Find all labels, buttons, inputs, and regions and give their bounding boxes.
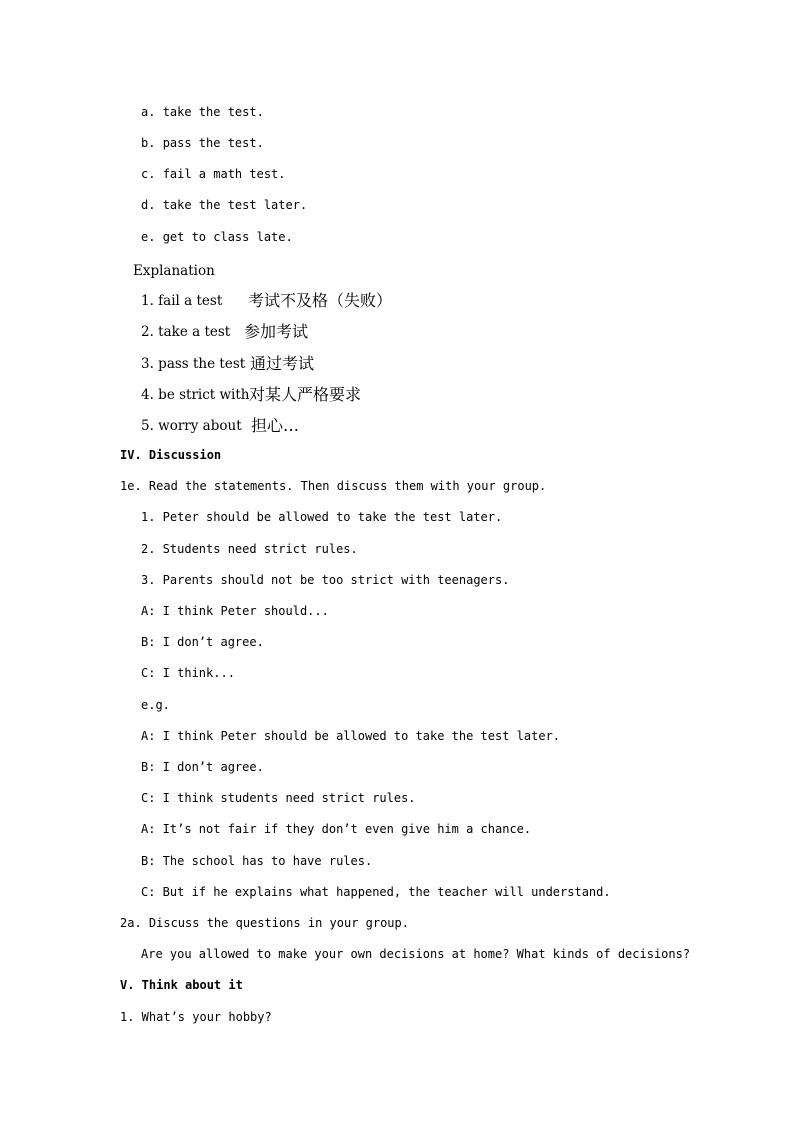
explanation-item	[141, 416, 300, 435]
dialogue-line: B: I don’t agree.	[141, 635, 264, 649]
dialogue-line: C: I think...	[141, 666, 235, 680]
think-question: 1. What’s your hobby?	[120, 1010, 272, 1024]
option-a	[141, 104, 264, 120]
option-e	[141, 229, 293, 245]
phrase-zh: 参加考试	[244, 322, 309, 341]
phrase-zh: 考试不及格（失败）	[248, 291, 393, 310]
example-line: A: It’s not fair if they don’t even give him a chance.	[141, 822, 532, 836]
example-line: B: I don’t agree.	[141, 760, 264, 774]
phrase-en: 3. pass the test	[141, 356, 246, 372]
option-letter: a.	[141, 105, 156, 119]
task-2a: 2a. Discuss the questions in your group.	[120, 916, 409, 930]
statement: 2. Students need strict rules.	[141, 542, 358, 556]
dialogue-line: A: I think Peter should...	[141, 604, 329, 618]
option-c	[141, 166, 286, 182]
statement: 1. Peter should be allowed to take the test later.	[141, 510, 503, 524]
option-d	[141, 197, 307, 213]
explanation-heading: Explanation	[133, 263, 215, 279]
section-heading-discussion: IV. Discussion	[120, 448, 222, 462]
option-text: fail a math test.	[162, 167, 286, 181]
phrase-en: 5. worry about	[141, 418, 242, 434]
explanation-item	[141, 354, 315, 373]
section-heading-think: V. Think about it	[120, 978, 243, 992]
example-line: C: I think students need strict rules.	[141, 791, 416, 805]
task-1e: 1e. Read the statements. Then discuss them with your group.	[120, 479, 547, 493]
explanation-item	[141, 291, 393, 310]
phrase-zh: 担心…	[251, 416, 300, 435]
example-line: C: But if he explains what happened, the teacher will understand.	[141, 885, 611, 899]
phrase-en: 4. be strict with	[141, 387, 250, 403]
option-letter: b.	[141, 136, 156, 150]
example-label: e.g.	[141, 698, 170, 712]
explanation-item	[141, 322, 309, 341]
statement: 3. Parents should not be too strict with teenagers.	[141, 573, 510, 587]
option-text: get to class late.	[162, 230, 293, 244]
option-letter: d.	[141, 198, 156, 212]
phrase-zh: 对某人严格要求	[249, 385, 362, 404]
option-text: pass the test.	[162, 136, 264, 150]
option-text: take the test later.	[162, 198, 308, 212]
phrase-en: 2. take a test	[141, 324, 231, 340]
phrase-zh: 通过考试	[250, 354, 315, 373]
option-letter: e.	[141, 230, 156, 244]
explanation-item	[141, 385, 362, 404]
option-b	[141, 135, 264, 151]
example-line: A: I think Peter should be allowed to take the test later.	[141, 729, 561, 743]
option-text: take the test.	[162, 105, 264, 119]
option-letter: c.	[141, 167, 156, 181]
example-line: B: The school has to have rules.	[141, 854, 373, 868]
phrase-en: 1. fail a test	[141, 293, 223, 309]
question-2a: Are you allowed to make your own decisions at home? What kinds of decisions?	[141, 947, 691, 961]
